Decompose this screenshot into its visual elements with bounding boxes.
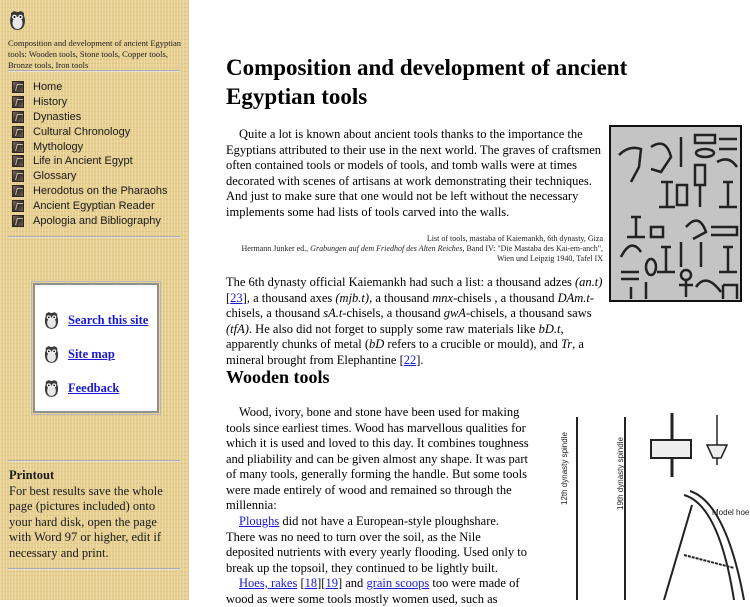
caption-line-1: List of tools, mastaba of Kaiemankh, 6th dynasty, Giza xyxy=(426,234,603,243)
caption-text: , Band IV: "Die Mastaba des Kai-em-anch", Wien und Leipzig 1940, Tafel IX xyxy=(462,244,603,263)
term: Tr xyxy=(560,337,573,351)
small-spindle xyxy=(707,415,727,465)
text: . He also did not forget to supply some raw materials like xyxy=(248,321,539,336)
nav-link[interactable]: Cultural Chronology xyxy=(33,125,131,138)
papyrus-bullet-icon xyxy=(12,155,24,167)
intro-text: Quite a lot is known about ancient tools thanks to the importance the Egyptians attributed to their use in the next world. The graves of craftsmen often contained tools or models of tools, and tomb walls were at times decorated with scenes of artisans at work demonstrating their techniques. And just to make sure that one would not be left without the necessary implements some had lists of tools carved into the walls. xyxy=(226,127,602,219)
reference-link[interactable]: 18 xyxy=(304,576,318,590)
papyrus-bullet-icon xyxy=(12,215,24,227)
sidebar xyxy=(0,0,189,600)
caption-book-title: Grabungen auf dem Friedhof des Alten Reiches xyxy=(310,244,463,253)
wood-text: Wood, ivory, bone and stone have been used for making tools since earliest times. Wood has marvellous qualities for which it is used and loved to this day. It combines toughness and pliability and can be given almost any shape. It was part of many tools, generally forming the handle. But some tools were made entirely of wood and remained so through the millennia: xyxy=(226,405,529,512)
caption-line-2 xyxy=(229,244,603,264)
nav-item-dynasties[interactable] xyxy=(12,110,168,125)
papyrus-bullet-icon xyxy=(12,170,24,182)
ploughs-link[interactable]: Ploughs xyxy=(239,514,280,528)
text: , a thousand xyxy=(369,290,433,305)
search-site-link[interactable]: Search this site xyxy=(68,313,149,327)
papyrus-bullet-icon xyxy=(12,111,24,123)
sidebar-description: Composition and development of ancient Egyptian tools: Wooden tools, Stone tools, Copper tools, Bronze tools, Iron tools xyxy=(8,38,182,70)
nav-item-home[interactable] xyxy=(12,80,168,95)
text: too were made of wood as were some tools mostly women used, such as xyxy=(226,576,520,606)
search-site-link-row[interactable] xyxy=(44,311,148,330)
nav-link[interactable]: Apologia and Bibliography xyxy=(33,214,161,227)
nav-link[interactable]: Mythology xyxy=(33,140,84,153)
hieroglyph-tool-list-image xyxy=(609,125,742,302)
hoes-rakes-link[interactable]: Hoes, rakes xyxy=(239,576,298,590)
text: , a mineral brought from Elephantine xyxy=(226,337,584,367)
nav-item-cultural-chronology[interactable] xyxy=(12,124,168,139)
site-links-box xyxy=(33,283,159,413)
nav-link[interactable]: Glossary xyxy=(33,170,77,183)
text: -chisels, a thousand xyxy=(342,306,444,320)
nav-item-reader[interactable] xyxy=(12,198,168,213)
owl-icon xyxy=(44,379,59,398)
wooden-tools-figure xyxy=(534,405,750,600)
plough-paragraph xyxy=(226,514,531,576)
nav-link[interactable]: Home xyxy=(33,81,63,94)
printout-text: For best results save the whole page (pictures included) onto your hard disk, open the page with Word 97 or higher, edit if necessary and print. xyxy=(9,483,163,560)
spindle-whorl xyxy=(651,413,691,477)
feedback-link[interactable]: Feedback xyxy=(68,381,120,395)
page-title: Composition and development of ancient Egyptian tools xyxy=(226,55,628,109)
image-caption xyxy=(229,234,603,264)
plough-text: did not have a European-style ploughshare. There was no need to turn over the soil, as the Nile deposited nutrients with every yearly flooding. Used only to break up the topsoil, they continued to be lightly built. xyxy=(226,514,527,575)
printout-note xyxy=(9,468,181,561)
reference-link[interactable]: 23 xyxy=(230,290,243,305)
text: -chisels, a thousand xyxy=(226,290,595,320)
term: bD.t xyxy=(538,321,561,336)
papyrus-bullet-icon xyxy=(12,141,24,153)
tool-list-paragraph: The 6th dynasty official Kaiemankh had such a list: a thousand adzes (an.t) [23], a thousand axes (mjb.t), a thousand mnx-chisels , a thousand DAm.t-chisels, a thousand sA.t-chisels, a thousand gwA-chisels, a thousand saws (tfA). He also did not forget to supply some raw materials like bD.t, apparently chunks of metal (bD refers to a crucible or mould), and Tr, a mineral brought from Elephantine [22]. xyxy=(226,275,603,367)
term: DAm.t xyxy=(557,290,590,305)
term: bD xyxy=(369,337,385,351)
nav-item-herodotus[interactable] xyxy=(12,184,168,199)
nav-item-glossary[interactable] xyxy=(12,169,168,184)
owl-icon xyxy=(9,10,26,31)
text: refers to a crucible or mould), and xyxy=(384,337,561,351)
spindle-19-label: 19th dynasty spindle xyxy=(616,437,625,510)
term: (an.t) xyxy=(574,275,603,289)
hieroglyph-figure xyxy=(611,127,740,300)
term: mnx xyxy=(432,290,454,305)
text: and xyxy=(342,576,367,590)
term: (tfA) xyxy=(226,321,249,336)
term: gwA xyxy=(443,306,466,320)
nav-link[interactable]: Ancient Egyptian Reader xyxy=(33,199,155,212)
term: (mjb.t) xyxy=(335,290,370,305)
nav-link[interactable]: Herodotus on the Pharaohs xyxy=(33,184,168,197)
text: . xyxy=(420,352,424,367)
text: -chisels , a thousand xyxy=(453,290,558,305)
divider xyxy=(8,460,180,462)
hoe-paragraph: Hoes, rakes [18][19] and grain scoops too were made of wood as were some tools mostly women used, such as xyxy=(226,576,520,606)
nav-link[interactable]: Dynasties xyxy=(33,110,82,123)
text: -chisels, a thousand saws xyxy=(465,306,592,320)
sidebar-nav xyxy=(12,80,168,228)
nav-item-mythology[interactable] xyxy=(12,139,168,154)
feedback-link-row[interactable] xyxy=(44,379,119,398)
site-map-link-row[interactable] xyxy=(44,345,115,364)
text: , apparently chunks of metal ( xyxy=(226,321,564,351)
nav-item-history[interactable] xyxy=(12,95,168,110)
caption-text: Hermann Junker ed., xyxy=(241,244,311,253)
papyrus-bullet-icon xyxy=(12,185,24,197)
nav-item-apologia[interactable] xyxy=(12,213,168,228)
divider xyxy=(8,236,180,238)
text: , a thousand axes xyxy=(246,290,336,305)
divider xyxy=(8,568,180,570)
papyrus-bullet-icon xyxy=(12,81,24,93)
papyrus-bullet-icon xyxy=(12,126,24,138)
nav-link[interactable]: History xyxy=(33,96,68,109)
main-content xyxy=(189,0,750,606)
divider xyxy=(8,70,180,72)
papyrus-bullet-icon xyxy=(12,200,24,212)
reference-link[interactable]: 19 xyxy=(325,576,338,590)
site-map-link[interactable]: Site map xyxy=(68,347,115,361)
wood-paragraph xyxy=(226,405,531,514)
intro-paragraph xyxy=(226,127,606,220)
term: sA.t xyxy=(323,306,343,320)
text: The 6th dynasty official Kaiemankh had such a list: a thousand adzes xyxy=(226,275,575,289)
nav-link[interactable]: Life in Ancient Egypt xyxy=(33,155,133,168)
papyrus-bullet-icon xyxy=(12,96,24,108)
grain-scoops-link[interactable]: grain scoops xyxy=(366,576,430,590)
model-hoe-label: Model hoe xyxy=(712,508,750,517)
owl-icon xyxy=(44,311,59,330)
nav-item-life-in-ancient-egypt[interactable] xyxy=(12,154,168,169)
printout-title: Printout xyxy=(9,468,55,482)
spindle-12-label: 12th dynasty spindle xyxy=(560,432,569,505)
reference-link[interactable]: 22 xyxy=(403,352,417,367)
section-heading-wooden-tools: Wooden tools xyxy=(226,367,330,387)
wooden-tools-image xyxy=(534,405,750,600)
owl-icon xyxy=(44,345,59,364)
